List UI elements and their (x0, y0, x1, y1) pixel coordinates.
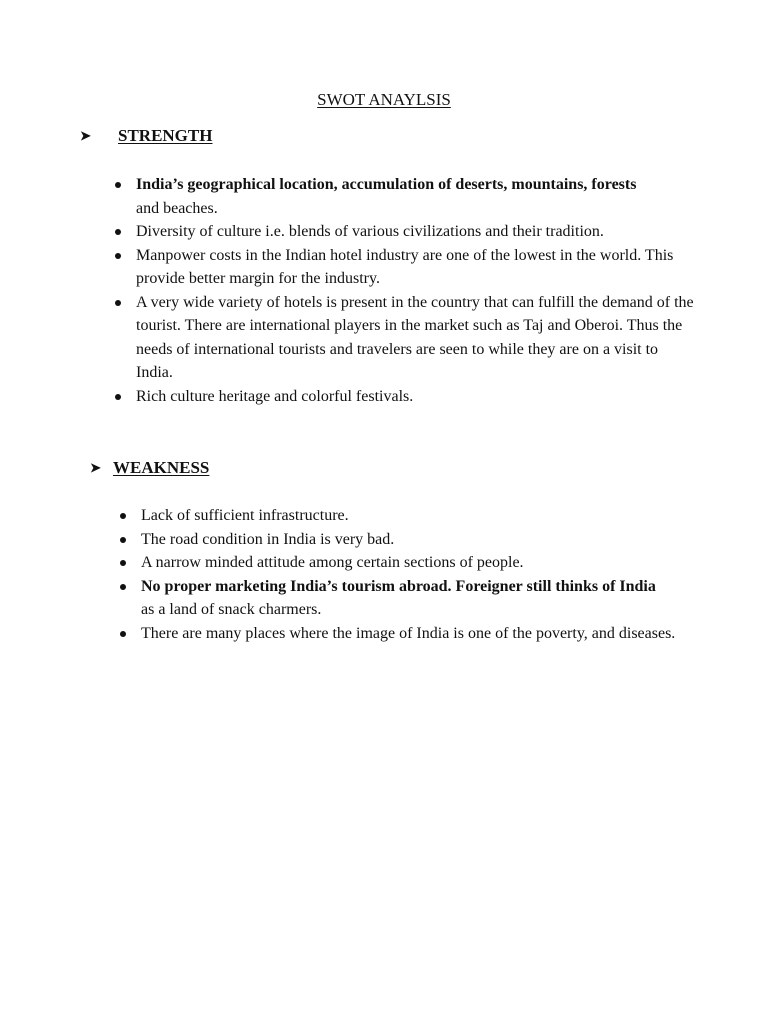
weakness-heading-label: WEAKNESS (113, 458, 210, 477)
list-item (136, 173, 696, 220)
list-item-text: and beaches. (136, 199, 218, 217)
bullet-dot-icon (115, 229, 121, 235)
weakness-heading (90, 457, 209, 479)
list-item-bold-text: No proper marketing India’s tourism abroad. Foreigner still thinks of India (141, 577, 656, 595)
bullet-dot-icon (115, 253, 121, 259)
list-item (141, 504, 701, 528)
list-item-text: A very wide variety of hotels is present in the country that can fulfill the demand of the tourist. There are international players in the market such as Taj and Oberoi. Thus the needs of international tourists and travelers are seen to while they are on a visit to India. (136, 293, 694, 381)
arrowhead-bullet-icon: ➤ (80, 128, 91, 143)
list-item-text: Diversity of culture i.e. blends of various civilizations and their tradition. (136, 223, 604, 240)
list-item-text: Manpower costs in the Indian hotel industry are one of the lowest in the world. This provide better margin for the industry. (136, 246, 674, 287)
bullet-dot-icon (120, 631, 126, 637)
list-item (136, 244, 696, 291)
list-item (136, 385, 696, 409)
bullet-dot-icon (120, 537, 126, 543)
list-item (136, 220, 696, 244)
weakness-list (141, 504, 701, 645)
bullet-dot-icon (120, 584, 126, 590)
list-item-text: Lack of sufficient infrastructure. (141, 507, 349, 524)
arrowhead-bullet-icon: ➤ (90, 460, 101, 475)
bullet-dot-icon (120, 513, 126, 519)
list-item-text: as a land of snack charmers. (141, 601, 322, 618)
list-item-text: Rich culture heritage and colorful festivals. (136, 387, 414, 405)
bullet-dot-icon (115, 182, 121, 188)
bullet-dot-icon (115, 394, 121, 400)
bullet-dot-icon (120, 560, 126, 566)
list-item (136, 291, 696, 385)
strength-heading-label: STRENGTH (118, 126, 213, 145)
list-item-text: There are many places where the image of India is one of the poverty, and diseases. (141, 624, 676, 642)
list-item (141, 575, 701, 622)
list-item (141, 622, 701, 646)
strength-heading (80, 125, 212, 147)
page-title: SWOT ANAYLSIS (317, 90, 451, 109)
bullet-dot-icon (115, 300, 121, 306)
list-item-bold-text: India’s geographical location, accumulation of deserts, mountains, forests (136, 176, 637, 193)
list-item (141, 528, 701, 552)
list-item-text: The road condition in India is very bad. (141, 530, 395, 548)
list-item (141, 551, 701, 575)
strength-list (136, 173, 696, 408)
list-item-text: A narrow minded attitude among certain sections of people. (141, 554, 524, 571)
